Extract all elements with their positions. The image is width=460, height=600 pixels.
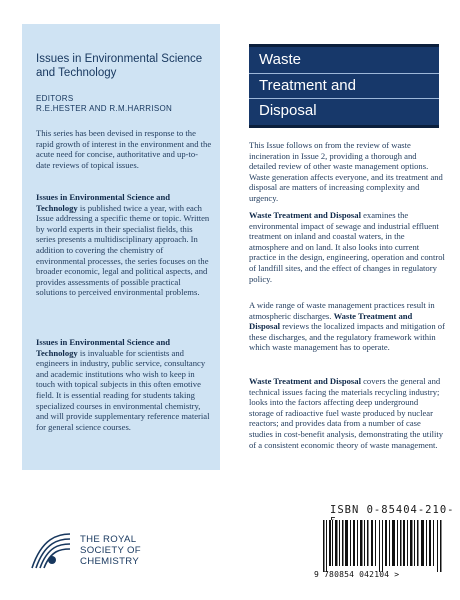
rsc-logo-icon	[28, 528, 74, 574]
publisher-line-2: SOCIETY OF	[80, 545, 141, 556]
description-paragraph-1: This Issue follows on from the review of waste incineration in Issue 2, providing a thorough and detailed review of other waste management options. Waste generation affects everyone, and its treatment and disposal are matters of increasing complexity and urgency.	[249, 140, 443, 203]
book-title-line-2: Treatment and	[259, 77, 356, 94]
publisher-line-1: THE ROYAL	[80, 534, 137, 545]
description-paragraph-3-text-a: A wide range of waste management practices result in atmospheric discharges.	[249, 300, 435, 321]
series-paragraph-2-text: is published twice a year, with each Issue addressing a specific theme or topic. Written by world experts in their specialist fields, this series presents a multidisciplinary approach. In addition to covering the chemistry of environmental processes, the series focuses on the broader economic, legal and political aspects, and provides assessments of possible practical solutions to perceived environmental problems.	[36, 202, 210, 298]
series-title: Issues in Environmental Science and Technology	[36, 53, 203, 79]
title-divider	[249, 98, 439, 99]
series-name-bold: Issues in Environmental Science and Technology	[36, 192, 171, 213]
barcode-bars-icon	[323, 520, 443, 572]
description-paragraph-4	[249, 376, 445, 450]
book-title-box	[249, 44, 439, 128]
book-name-bold: Waste Treatment and Disposal	[249, 310, 413, 332]
series-paragraph-3	[36, 337, 212, 432]
book-title-line-1: Waste	[259, 51, 301, 68]
description-paragraph-2-text: examines the environmental impact of sewage and industrial effluent treatment on inland and coastal waters, in the atmosphere and on land. It also looks into current practice in the design, engineering, operation and control of landfill sites, and the effect of changes in regulatory policy.	[249, 210, 445, 284]
series-paragraph-2	[36, 192, 212, 298]
description-paragraph-2	[249, 210, 445, 284]
book-title-line-3: Disposal	[259, 102, 317, 119]
editors-label: EDITORS	[36, 94, 74, 103]
series-paragraph-3-text: is invaluable for scientists and engineers in industry, public service, consultancy and academic institutions who wish to keep in touch with topical subjects in this often emotive field. It is essential reading for students taking specialized courses in environmental chemistry, and will provide supplementary reference material for general science courses.	[36, 347, 210, 432]
editors-block	[36, 94, 172, 114]
isbn-number: ISBN 0-85404-210-	[330, 504, 455, 516]
description-paragraph-3-text-b: reviews the localized impacts and mitigation of these discharges, and the regulatory framework within which waste management has to operate.	[249, 321, 445, 353]
editors-names: R.E.HESTER AND R.M.HARRISON	[36, 104, 173, 113]
series-name-bold: Issues in Environmental Science and Technology	[36, 337, 171, 358]
publisher-name	[80, 534, 141, 567]
series-info-panel	[22, 24, 220, 470]
description-paragraph-4-text: covers the general and technical issues facing the materials recycling industry; looks into the factors affecting deep underground storage of radioactive fuel waste produced by nuclear reactors; and provides data from a number of case studies in cost-benefit analysis, demonstrating the utility of a consistent economic theory of waste management.	[249, 376, 444, 450]
description-paragraph-3	[249, 300, 445, 353]
title-divider	[249, 73, 439, 74]
book-name-bold: Waste Treatment and Disposal	[249, 376, 361, 386]
barcode	[314, 520, 446, 582]
book-name-bold: Waste Treatment and Disposal	[249, 210, 361, 220]
series-paragraph-1: This series has been devised in response to the rapid growth of interest in the environment and the acute need for concise, authoritative and up-to-date reviews of topical issues.	[36, 128, 212, 170]
publisher-line-3: CHEMISTRY	[80, 556, 140, 567]
barcode-digits: 9 780854 042104 >	[314, 570, 400, 579]
